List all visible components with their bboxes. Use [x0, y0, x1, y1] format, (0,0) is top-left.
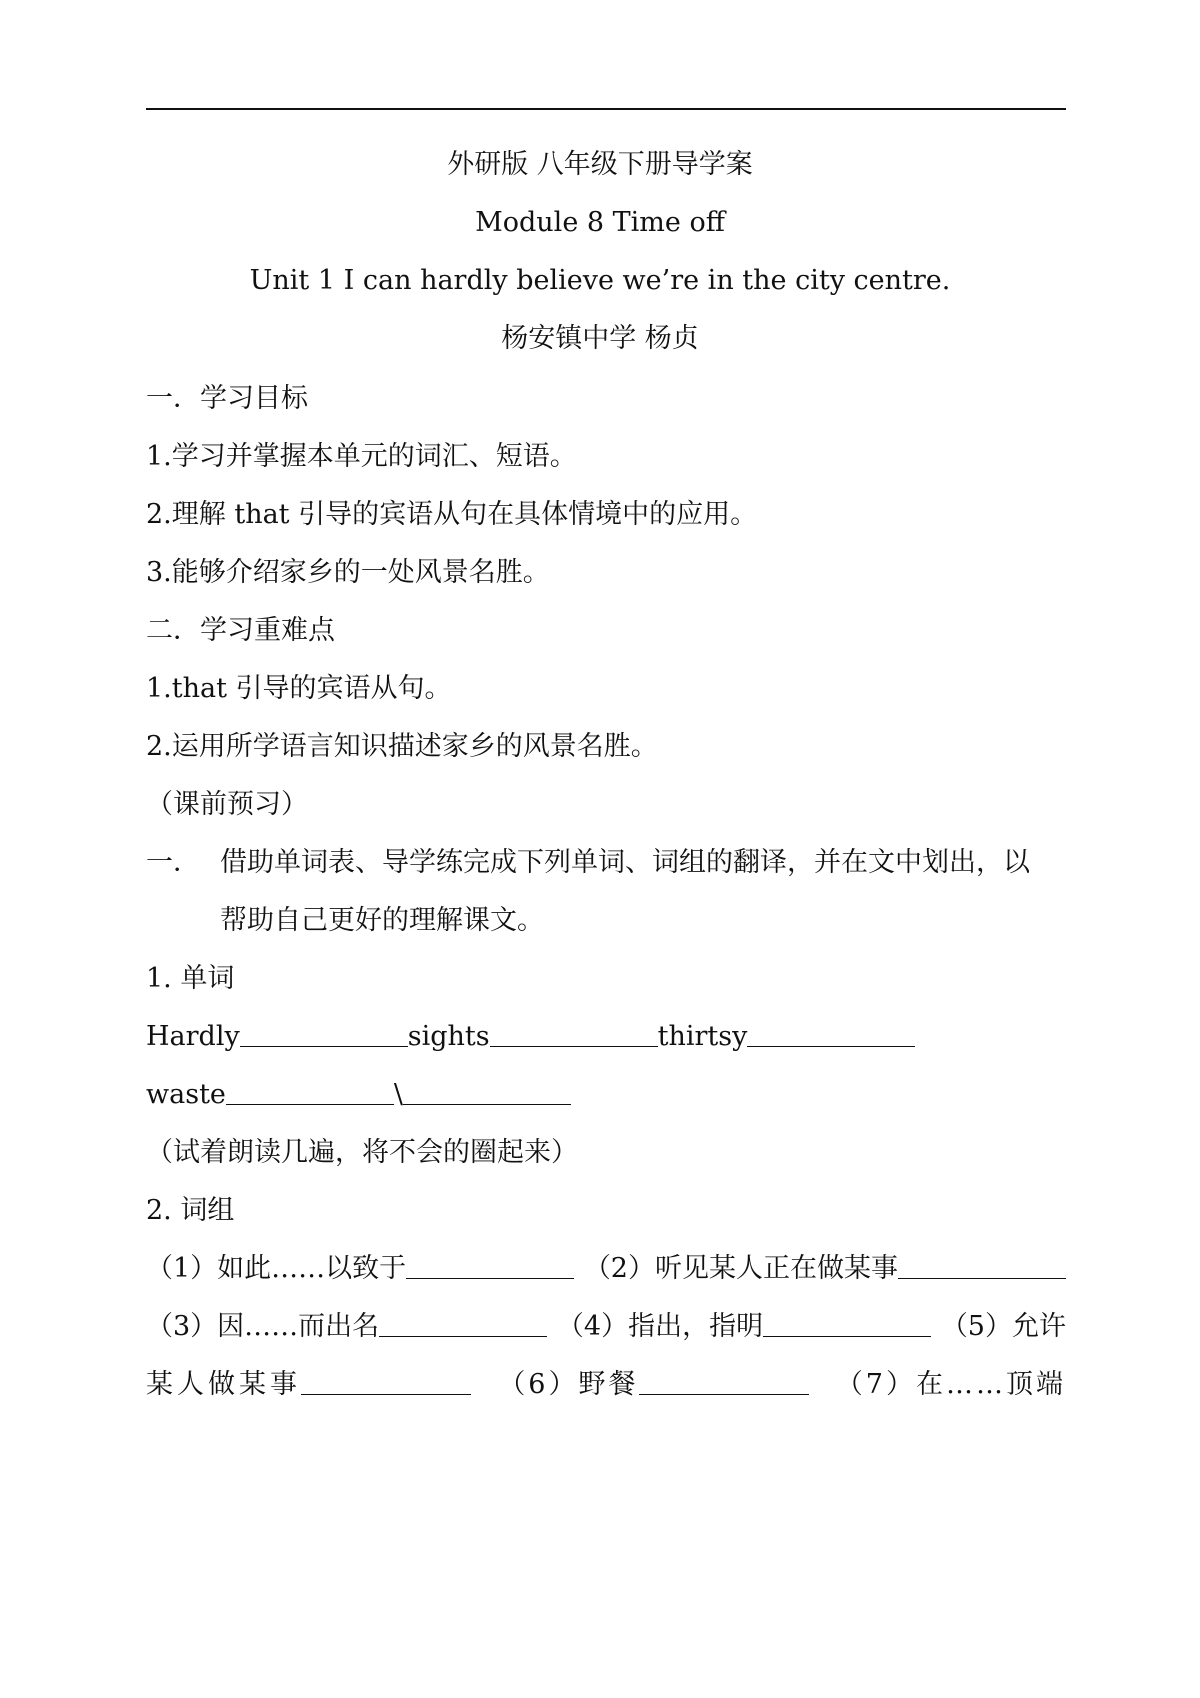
- word-label: waste: [146, 1079, 226, 1110]
- words-row-2: [146, 1078, 571, 1112]
- phrases-row-2: [146, 1310, 1066, 1344]
- section-heading-keypoints: 二．学习重难点: [146, 615, 335, 646]
- word-label: sights: [407, 1021, 490, 1052]
- answer-blank[interactable]: [747, 1020, 915, 1047]
- phrase-label: （4）指出，指明: [556, 1311, 764, 1342]
- word-label: \: [393, 1079, 404, 1110]
- answer-blank[interactable]: [898, 1252, 1066, 1279]
- phrases-row-1: [146, 1252, 1066, 1286]
- keypoint-item: 1.that 引导的宾语从句。: [146, 673, 452, 704]
- word-label: Hardly: [146, 1021, 240, 1052]
- phrase-label: 某人做某事: [146, 1369, 301, 1400]
- answer-blank[interactable]: [639, 1368, 809, 1395]
- goal-item: 2.理解 that 引导的宾语从句在具体情境中的应用。: [146, 499, 758, 530]
- phrase-label: （2）听见某人正在做某事: [583, 1253, 898, 1284]
- answer-blank[interactable]: [301, 1368, 471, 1395]
- answer-blank[interactable]: [379, 1310, 547, 1337]
- phrase-label: （6）野餐: [498, 1369, 639, 1400]
- keypoint-item: 2.运用所学语言知识描述家乡的风景名胜。: [146, 731, 658, 762]
- answer-blank[interactable]: [490, 1020, 658, 1047]
- preview-label: （课前预习）: [146, 789, 308, 820]
- task-number: 一．: [146, 847, 200, 878]
- doc-title: 外研版 八年级下册导学案: [447, 149, 753, 180]
- answer-blank[interactable]: [403, 1078, 571, 1105]
- section-heading-goals: 一．学习目标: [146, 383, 308, 414]
- phrase-label: （1）如此……以致于: [146, 1253, 407, 1284]
- phrases-heading: 2. 词组: [146, 1195, 235, 1226]
- goal-item: 1.学习并掌握本单元的词汇、短语。: [146, 441, 577, 472]
- header-rule: [146, 108, 1066, 110]
- word-label: thirtsy: [657, 1021, 748, 1052]
- phrase-label: （3）因……而出名: [146, 1311, 380, 1342]
- words-heading: 1. 单词: [146, 963, 235, 994]
- words-note: （试着朗读几遍，将不会的圈起来）: [146, 1137, 578, 1168]
- phrases-row-3: [146, 1368, 1066, 1402]
- task-instruction-line1: 借助单词表、导学练完成下列单词、词组的翻译，并在文中划出，以: [220, 847, 1030, 878]
- answer-blank[interactable]: [226, 1078, 394, 1105]
- answer-blank[interactable]: [240, 1020, 408, 1047]
- unit-title: Unit 1 I can hardly believe we’re in the city centre.: [249, 265, 951, 296]
- phrase-label: （5）允许: [940, 1311, 1066, 1342]
- task-instruction-line2: 帮助自己更好的理解课文。: [220, 905, 544, 936]
- goal-item: 3.能够介绍家乡的一处风景名胜。: [146, 557, 550, 588]
- author-line: 杨安镇中学 杨贞: [501, 323, 699, 354]
- phrase-label: （7）在……顶端: [835, 1369, 1066, 1400]
- answer-blank[interactable]: [406, 1252, 574, 1279]
- words-row-1: [146, 1020, 915, 1054]
- module-title: Module 8 Time off: [475, 207, 725, 238]
- answer-blank[interactable]: [763, 1310, 931, 1337]
